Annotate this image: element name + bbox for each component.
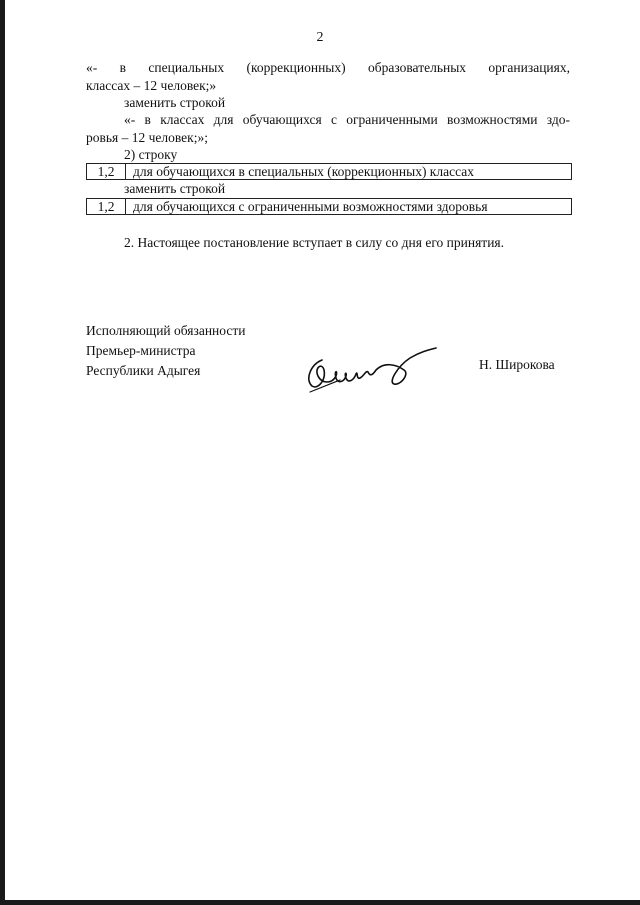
signatory-title-line: Исполняющий обязанности [86, 323, 246, 338]
scan-left-border [0, 0, 5, 905]
signatory-title-line: Республики Адыгея [86, 363, 201, 378]
row-text: для обучающихся в специальных (коррекционных) классах [133, 164, 474, 179]
signatory-title-line: Премьер-министра [86, 343, 196, 358]
table-row [86, 198, 572, 215]
page-number: 2 [316, 30, 324, 45]
handwritten-signature [300, 340, 445, 420]
signatory-title [86, 321, 245, 381]
table-row [86, 163, 572, 180]
replace-instruction: заменить строкой [124, 95, 226, 110]
list-item-label: 2) строку [124, 147, 178, 162]
paragraph-line: «- в классах для обучающихся с ограниченными возможностями здо- [124, 112, 570, 127]
row-number: 1,2 [87, 199, 126, 214]
paragraph-line: ровья – 12 человек;»; [86, 130, 208, 145]
paragraph-line: классах – 12 человек;» [86, 78, 217, 93]
signatory-name: Н. Широкова [479, 357, 555, 372]
replace-instruction: заменить строкой [124, 181, 226, 196]
row-number: 1,2 [87, 164, 126, 179]
clause-paragraph: 2. Настоящее постановление вступает в силу со дня его принятия. [124, 235, 505, 250]
paragraph-line: «- в специальных (коррекционных) образовательных организациях, [86, 60, 570, 75]
row-text: для обучающихся с ограниченными возможностями здоровья [133, 199, 488, 214]
scan-bottom-border [0, 900, 640, 905]
